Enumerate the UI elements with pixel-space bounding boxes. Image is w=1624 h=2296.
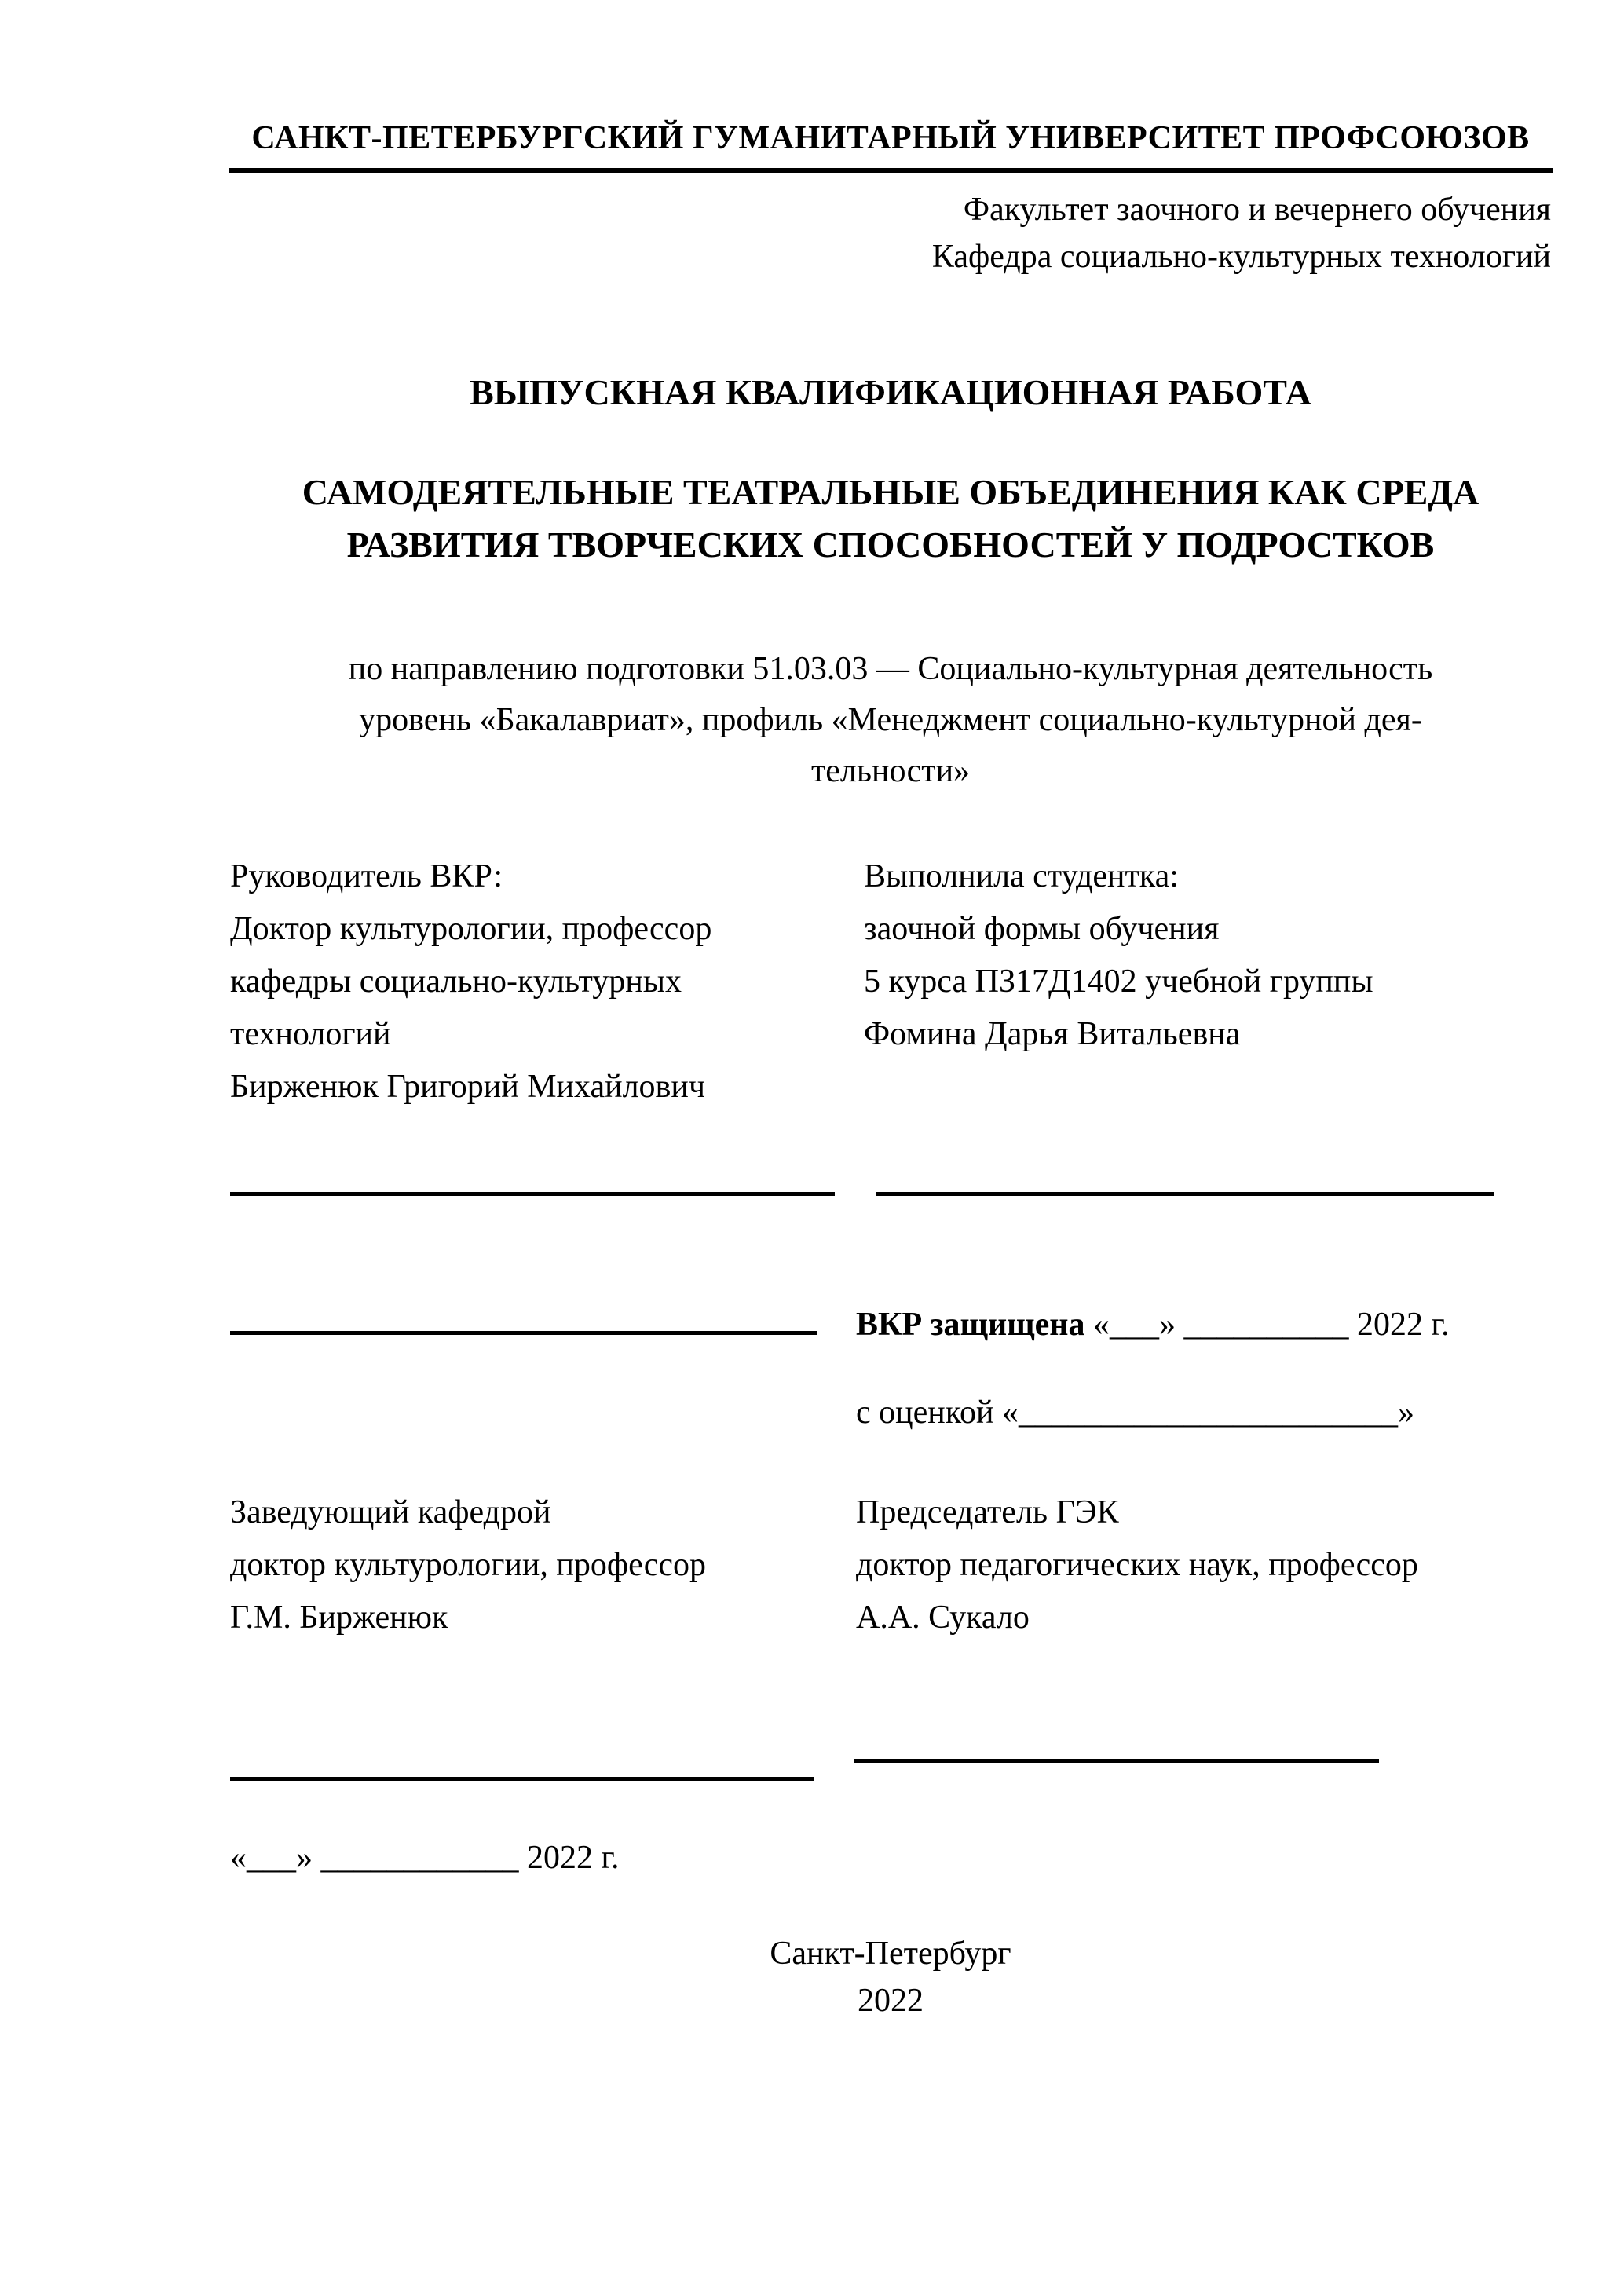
gek-degree-line: доктор педагогических наук, профессор — [856, 1547, 1418, 1583]
signature-line — [854, 1759, 1379, 1763]
gek-name-line: А.А. Сукало — [856, 1600, 1030, 1636]
signature-line — [876, 1192, 1494, 1196]
work-type-heading: ВЫПУСКНАЯ КВАЛИФИКАЦИОННАЯ РАБОТА — [470, 372, 1311, 412]
supervisor-role-line: Руководитель ВКР: — [230, 858, 503, 894]
student-form-line: заочной формы обучения — [864, 911, 1220, 947]
program-line: тельности» — [810, 753, 971, 789]
gek-role-line: Председатель ГЭК — [856, 1494, 1119, 1530]
gek-chair-block — [856, 1486, 1602, 1644]
head-dept-degree-line: доктор культурологии, профессор — [230, 1547, 707, 1583]
year-line: 2022 — [858, 1983, 924, 2019]
supervisor-department-line: технологий — [230, 1016, 391, 1052]
city-line: Санкт-Петербург — [770, 1936, 1011, 1972]
header-rule — [229, 168, 1553, 173]
program-line: по направлению подготовки 51.03.03 — Социально-культурная деятельность — [348, 651, 1433, 687]
thesis-title: САМОДЕЯТЕЛЬНЫЕ ТЕАТРАЛЬНЫЕ ОБЪЕДИНЕНИЯ КАК СРЕДА РАЗВИТИЯ ТВОРЧЕСКИХ СПОСОБНОСТЕЙ У ПОДРОСТКОВ — [302, 472, 1480, 565]
head-dept-name-line: Г.М. Бирженюк — [230, 1600, 448, 1636]
defense-label: ВКР защищена — [856, 1307, 1085, 1343]
head-of-department-block — [230, 1486, 858, 1644]
student-group-line: 5 курса ПЗ17Д1402 учебной группы — [864, 963, 1373, 1000]
defense-date-row — [856, 1306, 1594, 1344]
faculty-line: Факультет заочного и вечернего обучения — [963, 192, 1551, 228]
signature-line — [230, 1331, 817, 1335]
supervisor-block — [230, 850, 858, 1113]
signature-line — [230, 1777, 814, 1781]
head-dept-role-line: Заведующий кафедрой — [230, 1494, 551, 1530]
supervisor-name-line: Бирженюк Григорий Михайлович — [230, 1069, 705, 1105]
student-name-line: Фомина Дарья Витальевна — [864, 1016, 1241, 1052]
supervisor-department-line: кафедры социально-культурных — [230, 963, 682, 1000]
program-block — [230, 644, 1551, 797]
university-name: САНКТ-ПЕТЕРБУРГСКИЙ ГУМАНИТАРНЫЙ УНИВЕРСИТЕТ ПРОФСОЮЗОВ — [251, 120, 1530, 156]
student-block — [864, 850, 1571, 1061]
student-role-line: Выполнила студентка: — [864, 858, 1179, 894]
program-line: уровень «Бакалавриат», профиль «Менеджмент социально-культурной дея- — [359, 702, 1422, 738]
defense-date-blank: «___» __________ 2022 г. — [1084, 1307, 1450, 1343]
supervisor-degree-line: Доктор культурологии, профессор — [230, 911, 712, 947]
date-blank-row: «___» ____________ 2022 г. — [230, 1840, 620, 1876]
grade-blank-row: с оценкой «_______________________» — [856, 1395, 1414, 1431]
signature-line — [230, 1192, 835, 1196]
department-line: Кафедра социально-культурных технологий — [931, 239, 1551, 275]
